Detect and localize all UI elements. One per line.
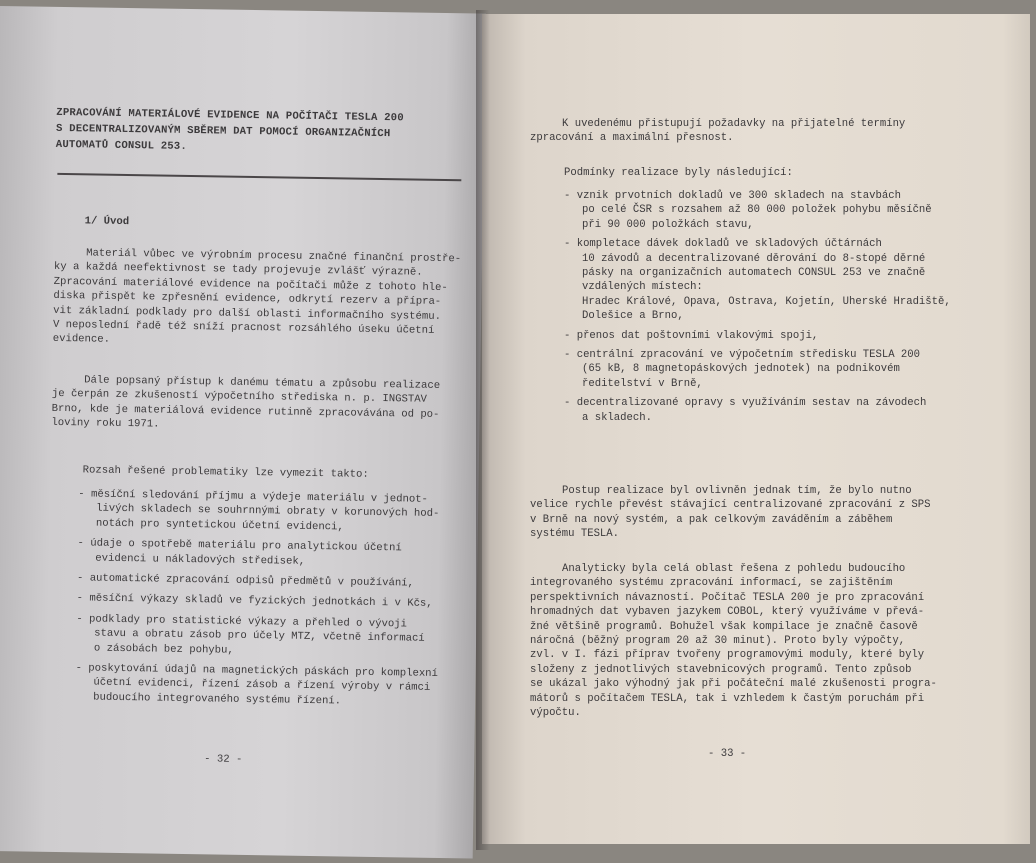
text-line: - automatické zpracování odpisů předmětů v používání,	[76, 572, 415, 590]
text-line: - přenos dat poštovními vlakovými spoji,	[564, 329, 819, 342]
text-line: livých skladech se souhrnnými obraty v korunových hod-	[96, 502, 440, 521]
left-page	[0, 6, 486, 859]
text-line: žné většině programů. Bohužel však kompilace je značně časově	[530, 620, 918, 633]
text-line: - podklady pro statistické výkazy a přehled o vývoji	[76, 613, 408, 631]
list-item	[78, 487, 441, 536]
realization-paragraph	[530, 484, 931, 542]
list-item	[77, 571, 440, 591]
conditions-list	[564, 189, 951, 425]
list-item	[564, 348, 951, 391]
text-line: Postup realizace byl ovlivněn jednak tím, že bylo nutno	[562, 485, 912, 497]
text-line: velice rychle převést stávající centralizované zpracování z SPS	[530, 499, 931, 512]
requirements-paragraph	[530, 117, 905, 146]
text-line: náročná (běžný program 20 až 30 minut). Proto byly výpočty,	[530, 635, 906, 648]
heading-line: AUTOMATŮ CONSUL 253.	[55, 138, 188, 153]
list-item	[77, 537, 440, 572]
heading-underline	[57, 173, 461, 181]
text-line: výpočtu.	[530, 707, 581, 720]
text-line: zpracování a maximální přesnost.	[530, 132, 734, 145]
text-line: integrovaného systému zpracování informací, se zajištěním	[530, 577, 893, 590]
text-line: o zásobách bez pohybu,	[93, 642, 234, 657]
text-line: mátorů s počítačem TESLA, tak i vzhledem k častým poruchám při	[530, 692, 925, 705]
text-line: Dolešice a Brno,	[582, 310, 684, 323]
text-line: (65 kB, 8 magnetopáskových jednotek) na podnikovém	[582, 363, 900, 376]
right-page	[482, 14, 1030, 844]
text-line: zvl. v I. fázi příprav tvořeny programovými moduly, které byly	[530, 649, 925, 662]
text-line: Hradec Králové, Opava, Ostrava, Kojetín, Uherské Hradiště,	[582, 295, 951, 308]
text-line: - vznik prvotních dokladů ve 300 skladech na stavbách	[564, 190, 901, 202]
scope-intro: Rozsah řešené problematiky lze vymezit takto:	[82, 464, 369, 481]
text-line: - kompletace dávek dokladů ve skladových účtárnách	[564, 238, 882, 251]
text-line: 10 závodů a decentralizované děrování do 8-stopé děrné	[582, 252, 926, 265]
approach-paragraph	[51, 373, 440, 437]
text-line: evidenci u nákladových středisek,	[95, 552, 306, 568]
text-line: vzdálených místech:	[582, 281, 703, 294]
scope-list	[75, 487, 441, 710]
text-line: vit základní podklady pro další oblasti informačního systému.	[53, 304, 442, 323]
text-line: v Brně na nový systém, a pak celkovým zaváděním a záběhem	[530, 513, 893, 526]
text-line: systému TESLA.	[530, 528, 620, 541]
text-line: Brno, kde je materiálová evidence rutinně zpracovávána od po-	[51, 402, 440, 421]
page-number-left: - 32 -	[204, 753, 243, 766]
text-line: budoucího integrovaného systému řízení.	[93, 691, 342, 708]
text-line: pásky na organizačních automatech CONSUL 253 ve značně	[582, 267, 926, 280]
text-line: - poskytování údajů na magnetických páskách pro komplexní	[75, 662, 439, 681]
heading-line: S DECENTRALIZOVANÝM SBĚREM DAT POMOCÍ ORGANIZAČNÍCH	[55, 122, 391, 141]
text-line: je čerpán ze zkušeností výpočetního střediska n. p. INGSTAV	[51, 388, 428, 407]
text-line: při 90 000 položkách stavu,	[582, 218, 754, 231]
text-line: loviny roku 1971.	[51, 417, 160, 431]
text-line: se ukázal jako výhodný jak při počáteční malé zkušenosti progra-	[530, 678, 937, 691]
text-line: K uvedenému přistupují požadavky na přijatelné termíny	[562, 118, 906, 130]
list-item	[564, 237, 951, 323]
text-line: V neposlední řadě též sníží pracnost rozsáhlého úseku účetní	[52, 318, 435, 337]
text-line: stavu a obratu zásob pro účely MTZ, včetně informací	[94, 627, 425, 645]
text-line: - decentralizované opravy s využíváním sestav na závodech	[564, 397, 927, 410]
text-line: složeny z jednotlivých stavebnicových programů. Tento způsob	[530, 663, 912, 676]
analysis-paragraph	[530, 562, 937, 720]
text-line: diska přispět ke zpřesnění evidence, odkrytí rezerv a přípra-	[53, 290, 442, 309]
text-line: perspektivních návazností. Počítač TESLA 200 je pro zpracování	[530, 591, 925, 604]
heading-line: ZPRACOVÁNÍ MATERIÁLOVÉ EVIDENCE NA POČÍTAČI TESLA 200	[56, 106, 404, 125]
list-item	[75, 661, 438, 710]
section-title: 1/ Úvod	[84, 215, 130, 229]
text-line: ředitelství v Brně,	[582, 377, 703, 390]
list-item	[77, 592, 440, 612]
text-line: Analyticky byla celá oblast řešena z pohledu budoucího	[562, 563, 906, 575]
text-line: po celé ČSR s rozsahem až 80 000 položek pohybu měsíčně	[582, 204, 932, 217]
list-item	[564, 396, 951, 425]
text-line: - měsíční sledování příjmu a výdeje materiálu v jednot-	[78, 488, 429, 506]
text-line: a skladech.	[582, 411, 652, 424]
text-line: hromadných dat vybaven jazykem COBOL, který využíváme v převá-	[530, 606, 925, 619]
text-line: Zpracování materiálové evidence na počítači může z tohoto hle-	[53, 275, 448, 294]
document-heading	[56, 105, 404, 158]
text-line: ky a každá neefektivnost se tady projevuje zvlášť výrazně.	[53, 261, 423, 280]
text-line: - údaje o spotřebě materiálu pro analytickou účetní	[77, 537, 402, 555]
text-line: účetní evidenci, řízení zásob a řízení výroby v rámci	[93, 677, 431, 695]
text-line: - centrální zpracování ve výpočetním středisku TESLA 200	[564, 349, 921, 362]
list-item	[76, 612, 439, 661]
text-line: Dále popsaný přístup k danému tématu a způsobu realizace	[84, 374, 441, 392]
list-item	[564, 329, 951, 343]
page-number-right: - 33 -	[708, 748, 747, 760]
list-item	[564, 189, 951, 232]
book-gutter-shadow	[476, 10, 490, 850]
text-line: - měsíční výkazy skladů ve fyzických jednotkách i v Kčs,	[76, 592, 433, 611]
text-line: Materiál vůbec ve výrobním procesu značné finanční prostře-	[86, 247, 462, 266]
intro-paragraph	[53, 246, 462, 353]
text-line: notách pro syntetickou účetní evidenci,	[95, 517, 344, 534]
text-line: evidence.	[52, 333, 111, 347]
conditions-title: Podmínky realizace byly následující:	[564, 167, 793, 179]
